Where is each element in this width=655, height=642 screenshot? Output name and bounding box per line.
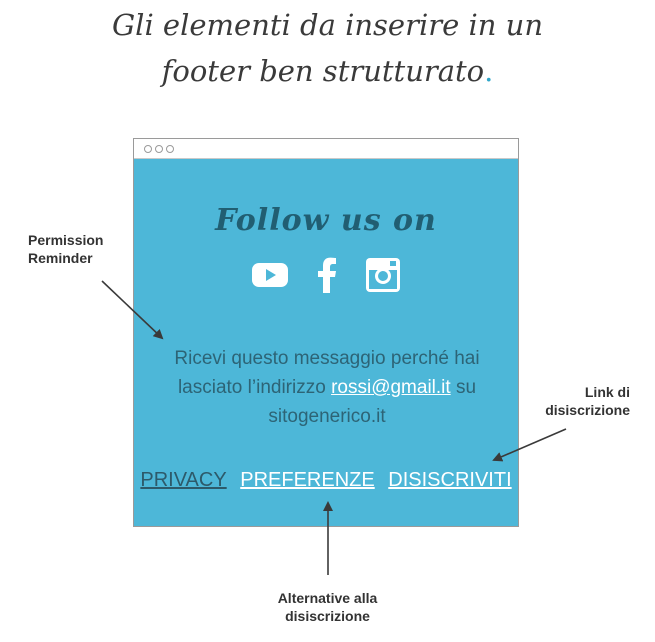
unsub-label-line2: disiscrizione	[545, 402, 630, 418]
permission-label-line1: Permission	[28, 232, 104, 248]
page-title-line1: Gli elementi da inserire in un	[112, 8, 543, 42]
preferences-link[interactable]: PREFERENZE	[240, 469, 375, 491]
permission-arrow	[102, 281, 162, 338]
alt-label-line2: disiscrizione	[285, 608, 370, 624]
alt-label-line1: Alternative alla	[277, 590, 378, 606]
reminder-line1: Ricevi questo messaggio perché hai	[174, 348, 480, 369]
permission-reminder-label	[28, 231, 103, 267]
reminder-line3: sitogenerico.it	[268, 406, 386, 427]
unsubscribe-arrow	[494, 429, 566, 460]
unsubscribe-link[interactable]: DISISCRIVITI	[388, 469, 512, 491]
follow-us-heading: Follow us on	[215, 203, 437, 238]
title-dot: .	[484, 54, 494, 88]
title-line2-text: footer ben strutturato	[161, 54, 485, 88]
reminder-line2-before: lasciato l’indirizzo	[177, 377, 326, 398]
unsubscribe-link-label	[530, 383, 630, 419]
unsub-label-line1: Link di	[584, 384, 630, 400]
permission-label-line2: Reminder	[28, 250, 93, 266]
privacy-link[interactable]: PRIVACY	[140, 469, 227, 491]
email-link[interactable]: rossi@gmail.it	[331, 377, 451, 398]
unsubscribe-alternatives-label	[255, 589, 400, 625]
reminder-line2-after: su	[455, 377, 477, 398]
